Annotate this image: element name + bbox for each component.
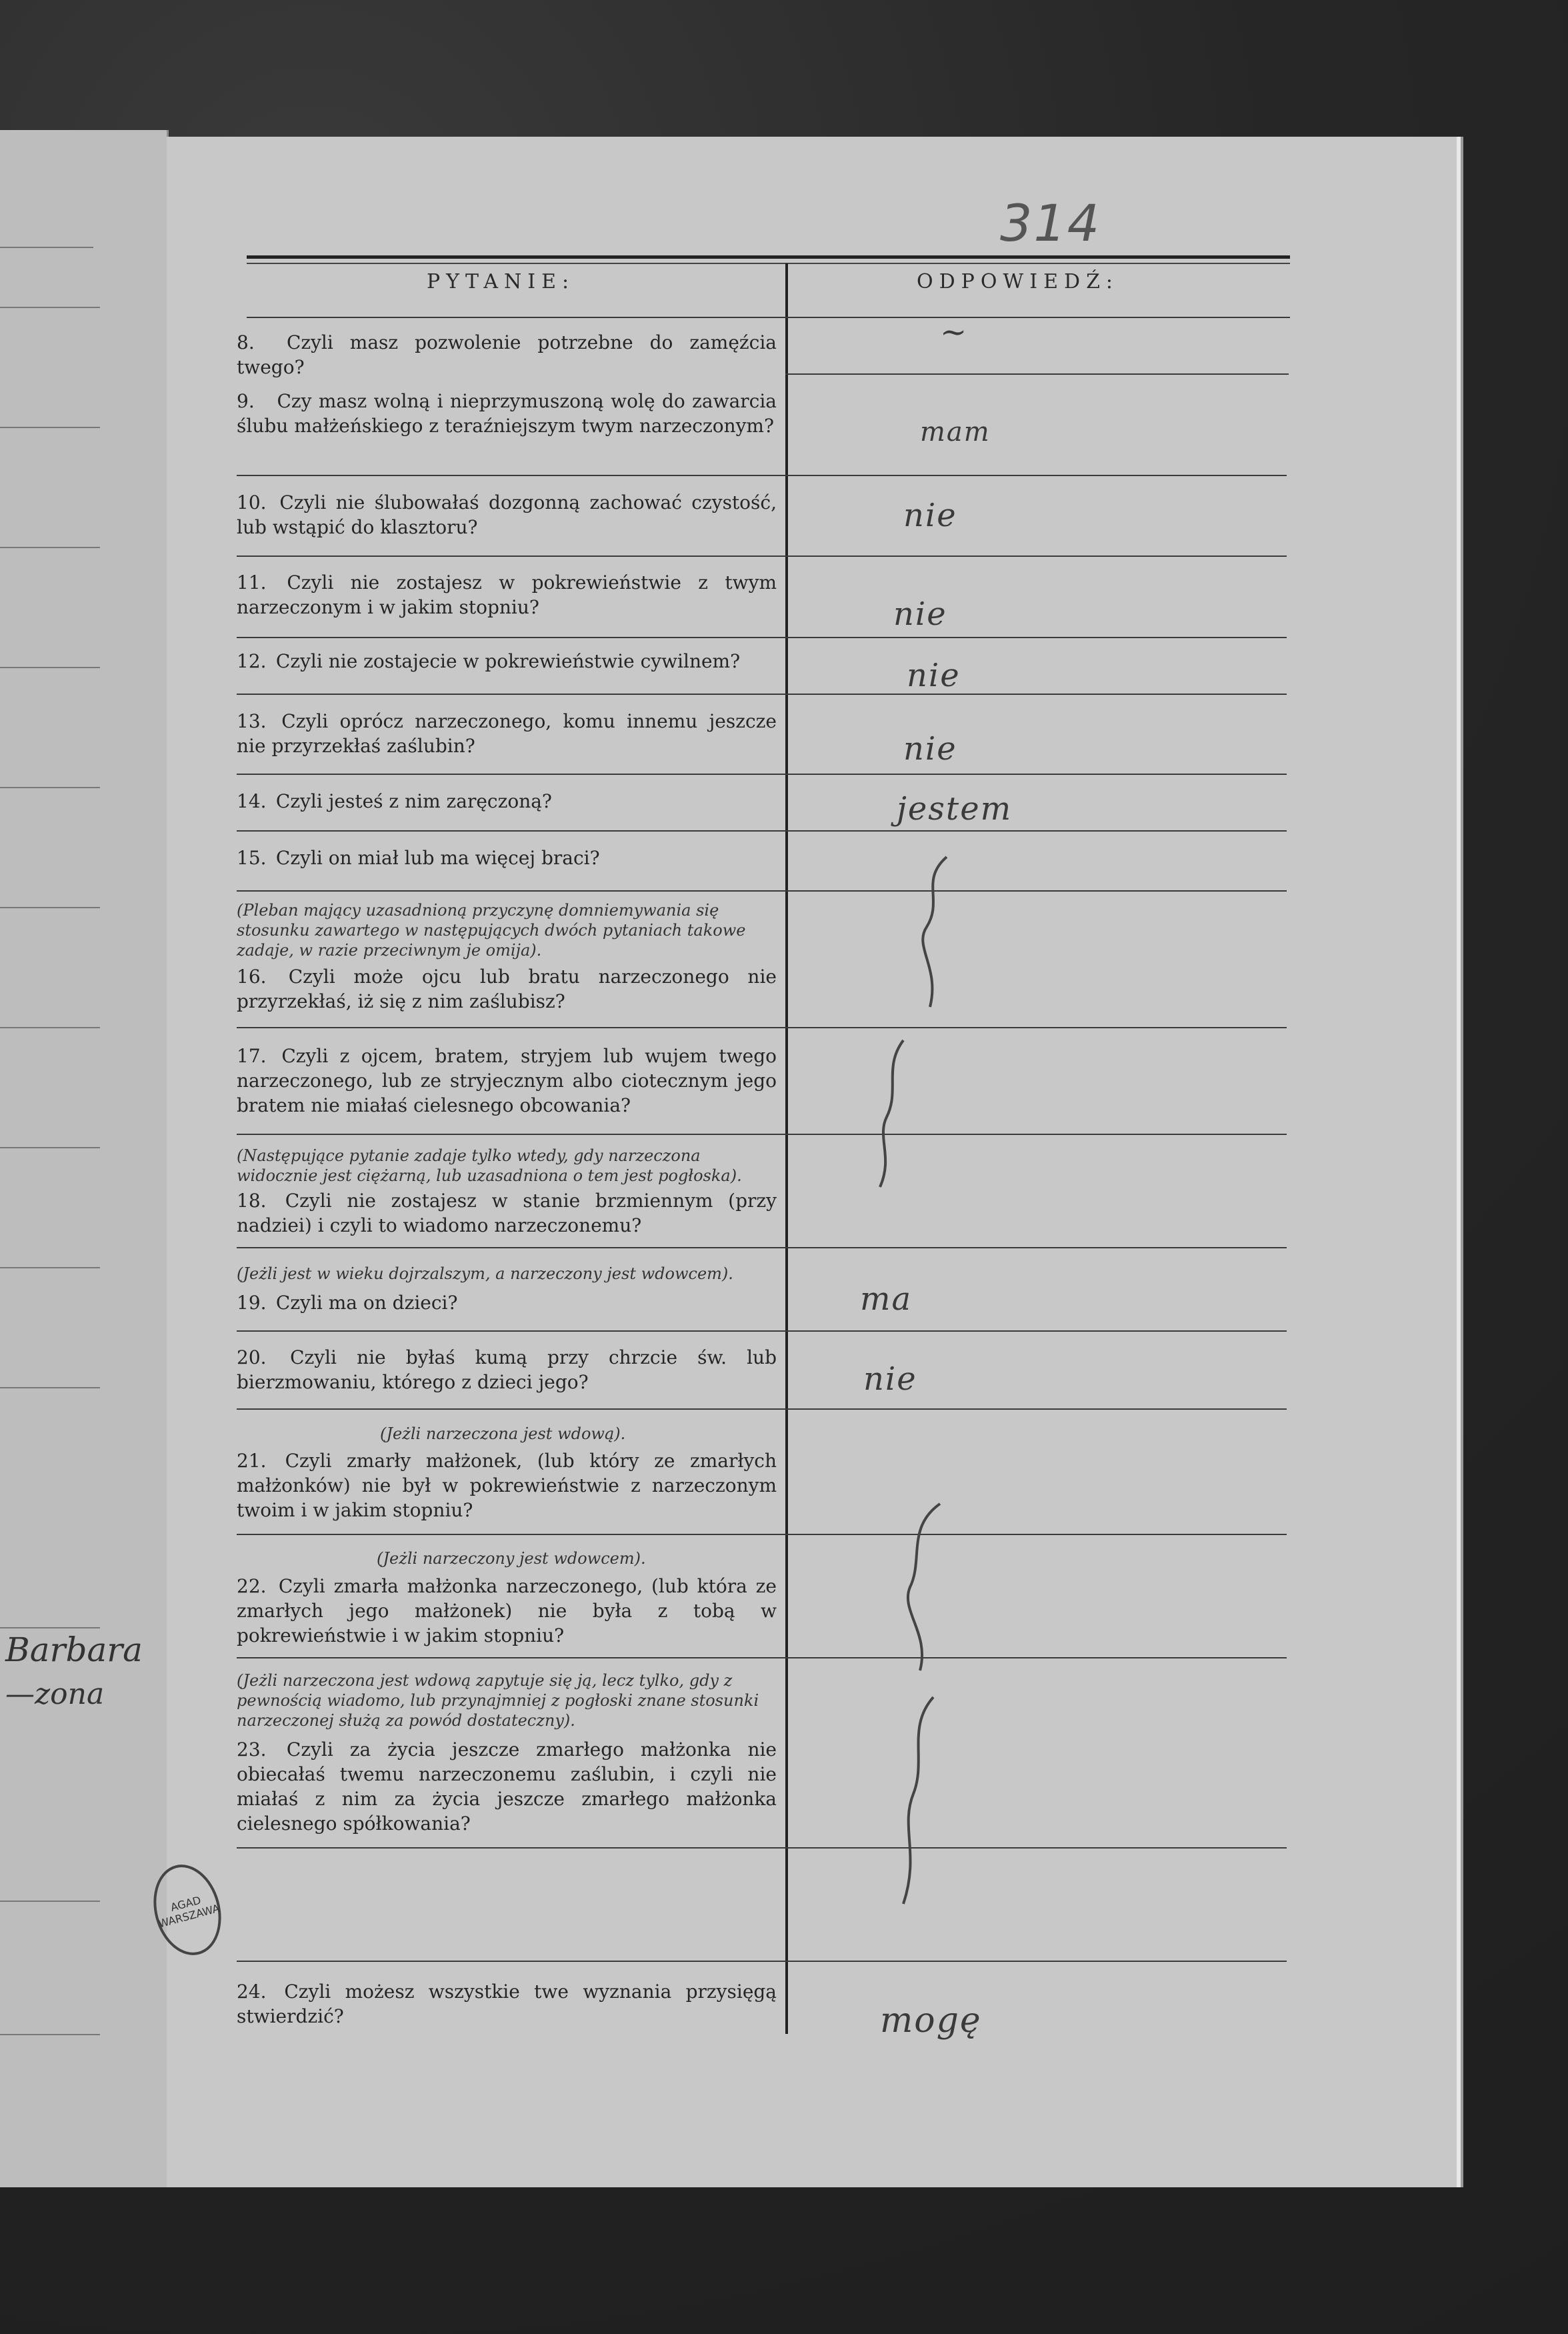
rule [0, 1387, 100, 1388]
question-19: 19. Czyli ma on dzieci? [237, 1292, 458, 1314]
answer-11: nie [893, 596, 947, 633]
note-before-22: (Jeżli narzeczony jest wdowcem). [377, 1549, 646, 1568]
brace-answer-17-18 [867, 1037, 920, 1190]
brace-answer-23 [890, 1694, 943, 1907]
margin-handwriting-2: —zona [5, 1677, 105, 1711]
question-17: 17. Czyli z ojcem, bratem, stryjem lub wujem twego narzeczonego, lub ze stryjecznym albo ciotecznym jego bratem nie miałaś cielesnego obcowania? [237, 1045, 777, 1116]
answer-8: ~ [940, 313, 969, 351]
column-divider [785, 263, 788, 2034]
question-22: 22. Czyli zmarła małżonka narzeczonego, (lub która ze zmarłych jego małżonek) nie była z tobą w pokrewieństwie i w jakim stopniu? [237, 1575, 777, 1646]
question-14: 14. Czyli jesteś z nim zaręczoną? [237, 790, 552, 812]
rule [0, 2034, 100, 2035]
brace-answer-15-16 [907, 854, 960, 1014]
note-before-18: (Następujące pytanie zadaje tylko wtedy, gdy narzeczona widocznie jest ciężarną, lub uzasadniona o tem jest pogłoska). [237, 1146, 742, 1185]
rule [0, 907, 100, 908]
answer-12: nie [907, 657, 961, 694]
rule [0, 1901, 100, 1902]
rule [0, 247, 93, 248]
brace-answer-21-22 [893, 1500, 947, 1674]
row-rule [237, 637, 1287, 638]
rule [0, 667, 100, 668]
rule [0, 1627, 100, 1628]
rule [0, 427, 100, 428]
row-rule [237, 1027, 1287, 1028]
question-9: 9. Czy masz wolną i nieprzymuszoną wolę do zawarcia ślubu małżeńskiego z teraźniejszym twym narzeczonym? [237, 390, 777, 437]
question-20: 20. Czyli nie byłaś kumą przy chrzcie św. lub bierzmowaniu, którego z dzieci jego? [237, 1346, 777, 1393]
note-before-23: (Jeżli narzeczona jest wdową zapytuje się ją, lecz tylko, gdy z pewnością wiadomo, lub przynajmniej z pogłoski znane stosunki narzeczonej służą za powód dostateczny). [237, 1671, 759, 1730]
answer-20: nie [863, 1360, 917, 1398]
row-rule [237, 694, 1287, 695]
row-rule [237, 830, 1287, 832]
question-24: 24. Czyli możesz wszystkie twe wyznania przysięgą stwierdzić? [237, 1981, 777, 2027]
row-rule [237, 1330, 1287, 1332]
row-rule [237, 1134, 1287, 1135]
previous-page-edge [0, 130, 169, 2187]
margin-handwriting-1: Barbara [5, 1630, 143, 1669]
answer-14: jestem [897, 790, 1013, 828]
header-rule-thin [247, 263, 1290, 264]
row-rule [237, 890, 1287, 892]
rule [0, 1267, 100, 1268]
row-rule [237, 1534, 1287, 1535]
note-before-21: (Jeżli narzeczona jest wdową). [380, 1424, 626, 1443]
question-21: 21. Czyli zmarły małżonek, (lub który ze zmarłych małżonków) nie był w pokrewieństwie z narzeczonym twoim i w jakim stopniu? [237, 1450, 777, 1521]
question-column-header: PYTANIE: [427, 270, 575, 293]
question-16: 16. Czyli może ojcu lub bratu narzeczonego nie przyrzekłaś, iż się z nim zaślubisz? [237, 966, 777, 1012]
rule [0, 1027, 100, 1028]
page-number: 314 [1000, 193, 1101, 253]
row-rule [237, 1657, 1287, 1658]
rule [0, 307, 100, 308]
note-before-16: (Pleban mający uzasadnioną przyczynę domniemywania się stosunku zawartego w następujących dwóch pytaniach takowe zadaje, w razie przeciwnym je omija). [237, 901, 746, 960]
question-18: 18. Czyli nie zostajesz w stanie brzmiennym (przy nadziei) i czyli to wiadomo narzeczonemu? [237, 1190, 777, 1236]
question-23: 23. Czyli za życia jeszcze zmarłego małżonka nie obiecałaś twemu narzeczonemu zaślubin, i czyli nie miałaś z nim za życia jeszcze zmarłego małżonka cielesnego spółkowania? [237, 1738, 777, 1835]
row-rule [237, 1247, 1287, 1248]
header-rule [247, 255, 1290, 259]
answer-13: nie [903, 730, 957, 768]
answer-9: mam [920, 417, 991, 447]
question-12: 12. Czyli nie zostajecie w pokrewieństwie cywilnem? [237, 650, 741, 672]
question-11: 11. Czyli nie zostajesz w pokrewieństwie z twym narzeczonym i w jakim stopniu? [237, 571, 777, 618]
row-rule [237, 1847, 1287, 1849]
row-rule [237, 1408, 1287, 1410]
answer-19: ma [860, 1280, 913, 1318]
row-rule [237, 774, 1287, 775]
row-rule [785, 373, 1289, 375]
question-15: 15. Czyli on miał lub ma więcej braci? [237, 847, 600, 869]
question-10: 10. Czyli nie ślubowałaś dozgonną zachować czystość, lub wstąpić do klasztoru? [237, 491, 777, 538]
note-before-19: (Jeżli jest w wieku dojrzalszym, a narzeczony jest wdowcem). [237, 1264, 733, 1283]
answer-column-header: ODPOWIEDŹ: [917, 270, 1119, 293]
row-rule [247, 317, 1290, 318]
row-rule [237, 475, 1287, 476]
archive-stamp: AGAD WARSZAWA [144, 1857, 231, 1963]
question-13: 13. Czyli oprócz narzeczonego, komu innemu jeszcze nie przyrzekłaś zaślubin? [237, 710, 777, 757]
answer-10: nie [903, 497, 957, 534]
row-rule [237, 555, 1287, 557]
rule [0, 1147, 100, 1148]
answer-24: mogę [880, 2001, 982, 2041]
rule [0, 547, 100, 548]
row-rule [237, 1961, 1287, 1962]
rule [0, 787, 100, 788]
question-8: 8. Czyli masz pozwolenie potrzebne do zamęźcia twego? [237, 331, 777, 378]
